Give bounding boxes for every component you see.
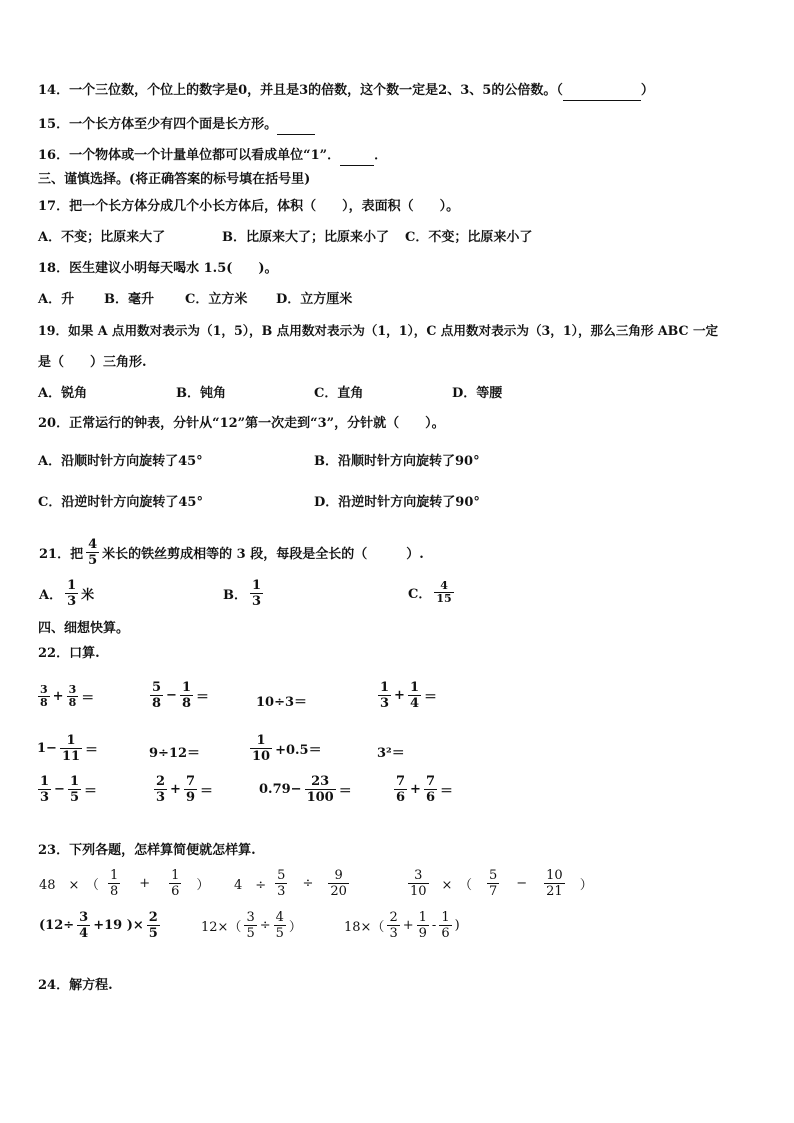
q21-option-c[interactable]: C． $\frac{4}{15}$: [408, 579, 452, 605]
q20-option-d[interactable]: D．沿逆时针方向旋转了90°: [314, 495, 480, 510]
question-19-line1: 19．如果 A 点用数对表示为（1，5），B 点用数对表示为（1，1），C 点用数对表示为（3，1），那么三角形 ABC 一定: [38, 323, 719, 338]
fraction: $\frac{1}{3}$: [67, 578, 77, 609]
q18-option-b[interactable]: B．毫升: [104, 292, 154, 307]
question-24-title: 24．解方程.: [38, 978, 113, 993]
question-16: 16．一个物体或一个计量单位都可以看成单位“1”． ．: [38, 147, 387, 166]
q22-item: 1− $\frac{1}{11}$ ＝: [37, 733, 99, 764]
q19-option-b[interactable]: B．钝角: [176, 386, 226, 401]
question-18-text: 18．医生建议小明每天喝水 1.5( )。: [38, 261, 278, 276]
q22-item: $\frac{7}{6}$ + $\frac{7}{6}$ ＝: [396, 774, 454, 805]
question-23-title: 23．下列各题，怎样算简便就怎样算.: [38, 843, 256, 858]
q17-option-c[interactable]: C．不变；比原来小了: [405, 230, 533, 245]
q22-item: $\frac{5}{8}$ − $\frac{1}{8}$ ＝: [152, 680, 210, 711]
answer-blank[interactable]: [563, 82, 641, 101]
q20-option-a[interactable]: A．沿顺时针方向旋转了45°: [38, 454, 203, 469]
q20-option-b[interactable]: B．沿顺时针方向旋转了90°: [314, 454, 480, 469]
question-17-text: 17．把一个长方体分成几个小长方体后，体积（ ），表面积（ ）。: [38, 199, 460, 214]
fraction: $\frac{1}{3}$: [252, 578, 262, 609]
q23-expression-6: 18×（ $\frac{2}{3}$ + $\frac{1}{9}$ - $\frac{1}{6}$ ): [344, 910, 460, 941]
q22-item: $\frac{1}{10}$ +0.5＝: [252, 733, 322, 764]
q18-option-c[interactable]: C．立方米: [185, 292, 248, 307]
q22-item: $\frac{3}{8}$ + $\frac{3}{8}$ ＝: [40, 683, 95, 709]
q22-item: $\frac{1}{3}$ − $\frac{1}{5}$ ＝: [40, 774, 98, 805]
q17-option-a[interactable]: A．不变；比原来大了: [38, 230, 166, 245]
fraction: $\frac{4}{5}$: [88, 537, 98, 568]
question-14: 14．一个三位数，个位上的数字是0，并且是3的倍数，这个数一定是2、3、5的公倍数。（ ）: [38, 82, 654, 101]
answer-blank[interactable]: [340, 147, 374, 166]
q23-expression-4: (12÷ $\frac{3}{4}$ +19 )× $\frac{2}{5}$: [39, 910, 158, 941]
section-heading-4: 四、细想快算。: [38, 621, 130, 636]
q22-item: 9÷12＝: [149, 746, 201, 761]
q19-option-d[interactable]: D．等腰: [452, 386, 503, 401]
q23-expression-3: $\frac{3}{10}$ × （ $\frac{5}{7}$ − $\frac{10}{21}$ ）: [410, 868, 593, 899]
q23-expression-5: 12×（ $\frac{3}{5}$ ÷ $\frac{4}{5}$ ）: [201, 910, 302, 941]
q18-option-a[interactable]: A．升: [38, 292, 75, 307]
answer-blank[interactable]: [277, 116, 315, 135]
q19-option-c[interactable]: C．直角: [314, 386, 364, 401]
q17-option-b[interactable]: B．比原来大了；比原来小了: [222, 230, 389, 245]
question-21-text: 21．把 $\frac{4}{5}$ 米长的铁丝剪成相等的 3 段，每段是全长的（ ）.: [39, 537, 424, 568]
question-22-title: 22．口算.: [38, 646, 100, 661]
q22-item: 3²＝: [377, 746, 405, 761]
q22-item: 0.79− $\frac{23}{100}$ ＝: [259, 774, 352, 805]
question-16-text: 16．一个物体或一个计量单位都可以看成单位“1”．: [38, 148, 341, 163]
q21-option-b[interactable]: B． $\frac{1}{3}$: [223, 578, 262, 609]
section-heading-3: 三、谨慎选择。(将正确答案的标号填在括号里): [38, 172, 311, 187]
q20-option-c[interactable]: C．沿逆时针方向旋转了45°: [38, 495, 203, 510]
q23-expression-2: 4 ÷ $\frac{5}{3}$ ÷ $\frac{9}{20}$: [234, 868, 347, 899]
q22-item: 10÷3＝: [256, 695, 308, 710]
question-15: [38, 116, 315, 135]
q19-option-a[interactable]: A．锐角: [38, 386, 88, 401]
q22-item: $\frac{1}{3}$ + $\frac{1}{4}$ ＝: [380, 680, 438, 711]
fraction: $\frac{4}{15}$: [436, 579, 452, 605]
question-15-text: 15．一个长方体至少有四个面是长方形。: [38, 117, 278, 132]
q21-option-a[interactable]: A． $\frac{1}{3}$ 米: [39, 578, 95, 609]
q23-expression-1: 48 × （ $\frac{1}{8}$ + $\frac{1}{6}$ ）: [39, 868, 210, 899]
q18-option-d[interactable]: D．立方厘米: [276, 292, 353, 307]
question-20-text: 20．正常运行的钟表，分针从“12”第一次走到“3”，分针就（ ）。: [38, 416, 445, 431]
question-14-text: 14．一个三位数，个位上的数字是0，并且是3的倍数，这个数一定是2、3、5的公倍数。（: [38, 83, 563, 98]
question-19-line2: 是（ ）三角形.: [38, 355, 147, 370]
q22-item: $\frac{2}{3}$ + $\frac{7}{9}$ ＝: [156, 774, 214, 805]
